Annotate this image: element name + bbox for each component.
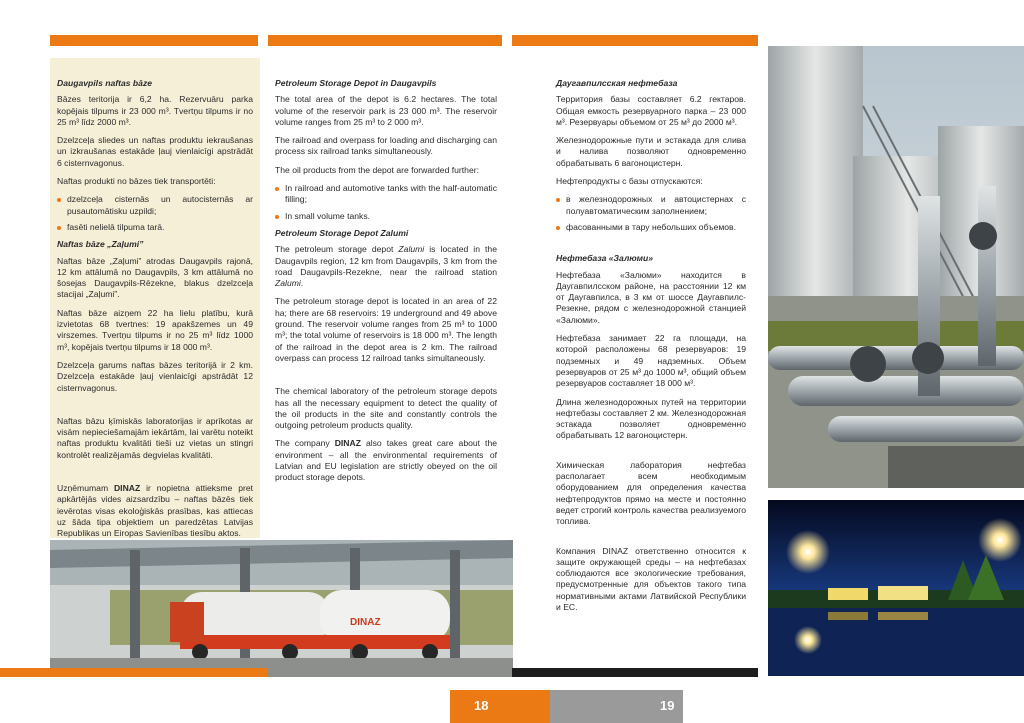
footer-strip-left	[0, 668, 268, 677]
paragraph: Naftas produkti no bāzes tiek transportēti:	[57, 176, 216, 187]
paragraph: Химическая лаборатория нефтебаз располагает всем необходимым оборудованием для определения качества нефтепродуктов прямо на месте и постоянно ведет строгий контроль качества реализуемого топлива.	[556, 459, 746, 527]
text: The petroleum storage depot	[275, 244, 399, 255]
page-number-right: 19	[660, 698, 675, 713]
paragraph: The chemical laboratory of the petroleum storage depots has all the necessary equipment to detect the quality of the oil products in the site and constantly controls the outgoing petroleum products quality.	[275, 386, 497, 431]
paragraph: Naftas bāze aizņem 22 ha lielu platību, kurā izvietotas 68 tvertnes: 19 apakšzemes un 49 virszemes. Tvertņu tilpums ir no 25 m³ līdz 1000 m³, kopējais tvertņu tilpums ir 18 000 m³.	[57, 307, 253, 352]
heading-daugavpils-lv: Daugavpils naftas bāze	[57, 78, 153, 88]
bullet-list	[57, 194, 253, 233]
page-number-bar-left	[450, 690, 550, 723]
night-depot-illustration	[768, 500, 1024, 676]
paragraph: Naftas bāzu ķīmiskās laboratorijas ir aprīkotas ar visām nepieciešamajām iekārtām, lai varētu noteikt naftas produktu kvalitāti tieši uz vietas un stingri kontrolēt realizējamās degvielas kvalitāti.	[57, 415, 253, 460]
paragraph: The petroleum storage depot is located in an area of 22 ha; there are 68 reservoirs: 19 underground and 49 above ground. The reservoir volume ranges from 25 m³ to 1000 m³; the total volume of reservoirs is 18 000 m³. The length of the railroad in the depot area is 2 km. The railroad overpass can process 12 railroad tanks simultaneously.	[275, 296, 497, 363]
bullet-list	[275, 183, 497, 222]
paragraph: Железнодорожные пути и эстакада для слива и налива позволяют одновременно обрабатывать 6 вагоноцистерн.	[556, 135, 746, 168]
column-english	[275, 78, 497, 491]
trucks-illustration	[50, 540, 513, 677]
paragraph: Компания DINAZ ответственно относится к защите окружающей среды – на нефтебазах соблюдаются все экологические требования, предусмотренные для объектов такого типа нормативными актами Латвийской Республики и ЕС.	[556, 545, 746, 612]
photo-fuel-trucks	[50, 540, 513, 677]
list-item: fasēti nelielā tilpuma tarā.	[57, 222, 253, 233]
paragraph: Территория базы составляет 6.2 гектаров. Общая емкость резервуарного парка – 23 000 м³. Резервуары объемом от 25 м³ до 2000 м³.	[556, 94, 746, 127]
list-item: In small volume tanks.	[275, 211, 497, 222]
text: Zalumi	[398, 244, 425, 255]
text: is located in the Daugavpils region, 12 km from Daugavpils, 3 km from the road Daugavpils-Rezekne, near the railroad station	[275, 244, 497, 277]
heading-daugavpils-ru: Даугавпилсская нефтебаза	[556, 78, 678, 88]
paragraph: Нефтебаза занимает 22 га площади, на которой расположены 68 резервуаров: 19 подземных и 49 надземных. Объем резервуаров от 25 м³ до 1000 м³, общий объем резервуаров составляет 18 000 м³.	[556, 333, 746, 389]
heading-zalumi-en: Petroleum Storage Depot Zalumi	[275, 227, 409, 238]
text: .	[300, 278, 304, 289]
header-bar-middle	[268, 35, 502, 46]
heading-daugavpils-en: Petroleum Storage Depot in Daugavpils	[275, 78, 437, 88]
heading-zalumi-ru: Нефтебаза «Залюми»	[556, 253, 653, 264]
list-item: dzelzceļa cisternās un autocisternās ar pusautomātisku uzpildi;	[57, 194, 253, 217]
text: The company	[275, 438, 335, 449]
bullet-list	[556, 194, 746, 233]
list-item: In railroad and automotive tanks with the half-automatic filling;	[275, 183, 497, 206]
text: ir nopietna attieksme pret apkārtējās vides aizsardzību – naftas bāzēs tiek ievērotas visas ekoloģiskās prasības, kas attiecas uz šāda tipa objektiem un paredzētas Latvijas Republikas un Eiropas Savienības tiesību aktos.	[57, 483, 254, 539]
paragraph: Нефтепродукты с базы отпускаются:	[556, 176, 703, 187]
paragraph: Dzelzceļa garums naftas bāzes teritorijā ir 2 km. Dzelzceļa estakāde ļauj vienlaicīgi apstrādāt 12 cisternvagonus.	[57, 359, 253, 393]
list-item: в железнодорожных и автоцистернах с полуавтоматическим заполнением;	[556, 194, 746, 217]
paragraph: The total area of the depot is 6.2 hectares. The total volume of the reservoir park is 23 000 m³. The reservoir volume ranges from 25 m³ to 2 000 m³.	[275, 94, 497, 127]
photo-night-depot	[768, 500, 1024, 676]
footer-strip-right	[512, 668, 758, 677]
paragraph: The oil products from the depot are forwarded further:	[275, 164, 479, 175]
brand-name: DINAZ	[334, 438, 361, 449]
text: Zalumi	[275, 278, 301, 289]
page-number-left: 18	[474, 698, 489, 713]
text: also takes great care about the environment – all the environmental requirements of Latvian and EU legislation are strictly obeyed on the oil product storage depots.	[275, 438, 497, 483]
paragraph	[275, 438, 497, 483]
photo-pipes-and-tanks	[768, 46, 1024, 488]
paragraph: Dzelzceļa sliedes un naftas produktu iekraušanas un izkraušanas estakāde ļauj vienlaicīgi apstrādāt 6 cisternvagonus.	[57, 135, 253, 168]
brand-name: DINAZ	[113, 483, 141, 494]
truck-brand-text: DINAZ	[350, 617, 381, 628]
pipes-illustration	[768, 46, 1024, 488]
column-latvian	[57, 78, 253, 547]
text: Uzņēmumam	[57, 483, 114, 494]
paragraph: Длина железнодорожных путей на территории нефтебазы составляет 2 км. Железнодорожная эстакада позволяет одновременно обрабатывать 12 вагоноцистерн.	[556, 396, 746, 441]
paragraph: Нефтебаза «Залюми» находится в Даугавпилсском районе, на расстоянии 12 км от Даугавпилса, в 3 км от шоссе Даугавпилс-Резекне, рядом с железнодорожной станцией «Залюми».	[556, 269, 746, 325]
list-item: фасованными в тару небольших объемов.	[556, 222, 746, 233]
header-bar-right	[512, 35, 758, 46]
paragraph: The railroad and overpass for loading and discharging can process six railroad tanks simultaneously.	[275, 135, 497, 157]
paragraph: Bāzes teritorija ir 6,2 ha. Rezervuāru parka kopējais tilpums ir 23 000 m³. Tvertņu tilpums ir no 25 m³ līdz 2000 m³.	[57, 94, 253, 127]
heading-zalumi-lv: Naftas bāze „Zaļumi”	[57, 239, 144, 250]
column-russian	[556, 78, 746, 620]
header-bar-left	[50, 35, 258, 46]
paragraph	[275, 244, 497, 289]
paragraph	[57, 483, 253, 539]
paragraph: Naftas bāze „Zaļumi” atrodas Daugavpils rajonā, 12 km attālumā no Daugavpils, 3 km attālumā no šosejas Daugavpils-Rēzekne, blakus dzelzceļa stacijai „Zaļumi”.	[57, 255, 253, 300]
